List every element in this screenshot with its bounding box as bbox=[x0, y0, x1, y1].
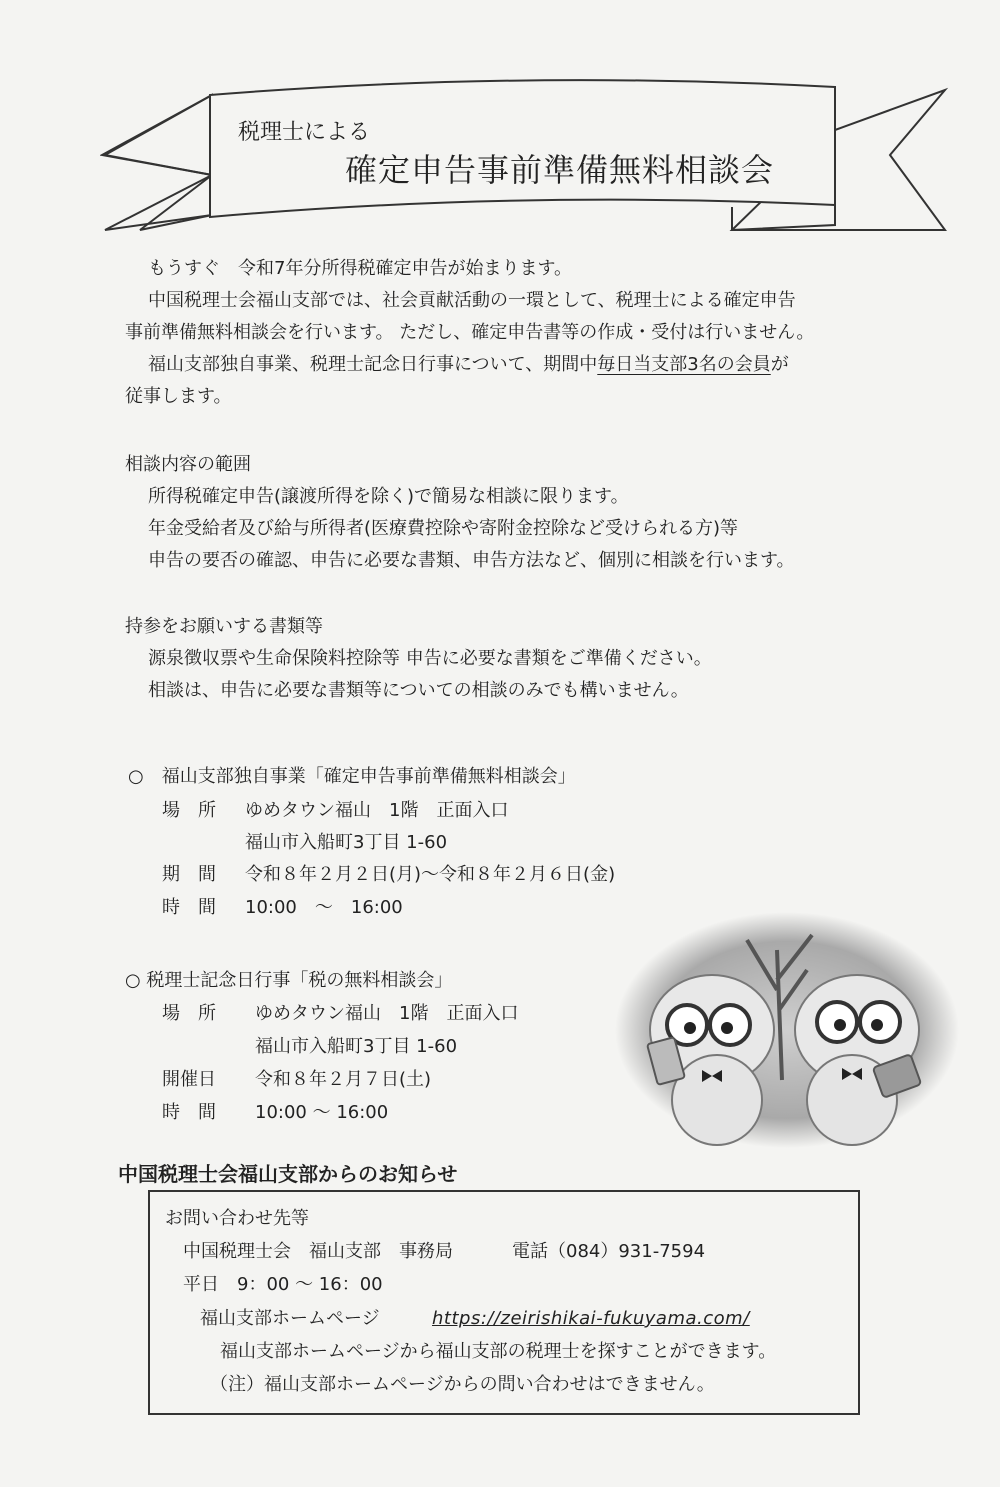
event1-period-value: 令和８年２月２日(月)～令和８年２月６日(金) bbox=[245, 864, 616, 885]
notice-title: 中国税理士会福山支部からのお知らせ bbox=[118, 1162, 458, 1186]
contact-note-1: 福山支部ホームページから福山支部の税理士を探すことができます。 bbox=[220, 1341, 777, 1362]
contact-heading: お問い合わせ先等 bbox=[165, 1208, 309, 1229]
event2-place-value: ゆめタウン福山 1階 正面入口 bbox=[255, 1003, 519, 1024]
event2-heading: ○ 税理士記念日行事「税の無料相談会」 bbox=[125, 970, 453, 991]
intro-line-4 bbox=[148, 356, 789, 374]
scope-heading: 相談内容の範囲 bbox=[125, 454, 251, 475]
documents-line-1: 源泉徴収票や生命保険料控除等 申告に必要な書類をご準備ください。 bbox=[148, 648, 712, 669]
event1-time-value: 10:00 ～ 16:00 bbox=[245, 897, 403, 918]
event1-address: 福山市入船町3丁目 1-60 bbox=[245, 832, 448, 853]
event2-time-label: 時 間 bbox=[162, 1102, 216, 1123]
contact-phone: 電話（084）931-7594 bbox=[512, 1241, 706, 1262]
intro-line-4-underlined: 毎日当支部3名の会員 bbox=[597, 354, 771, 375]
documents-line-2: 相談は、申告に必要な書類等についての相談のみでも構いません。 bbox=[148, 680, 689, 701]
event1-period-label: 期 間 bbox=[162, 864, 216, 885]
event2-place-label: 場 所 bbox=[162, 1003, 216, 1024]
intro-line-2: 中国税理士会福山支部では、社会貢献活動の一環として、税理士による確定申告 bbox=[148, 290, 796, 311]
event1-time-label: 時 間 bbox=[162, 897, 216, 918]
homepage-label: 福山支部ホームページ bbox=[200, 1308, 380, 1329]
event2-address: 福山市入船町3丁目 1-60 bbox=[255, 1036, 458, 1057]
scope-line-3: 申告の要否の確認、申告に必要な書類、申告方法など、個別に相談を行います。 bbox=[148, 550, 795, 571]
intro-line-4-suffix: が bbox=[770, 354, 789, 375]
intro-line-1: もうすぐ 令和7年分所得税確定申告が始まります。 bbox=[148, 258, 573, 279]
intro-line-4-prefix: 福山支部独自事業、税理士記念日行事について、期間中 bbox=[148, 354, 598, 375]
mascot-photo bbox=[612, 910, 962, 1150]
contact-office: 中国税理士会 福山支部 事務局 bbox=[183, 1241, 453, 1262]
event2-date-value: 令和８年２月７日(土) bbox=[255, 1069, 432, 1090]
event2-time-value: 10:00 ～ 16:00 bbox=[255, 1102, 389, 1123]
event1-place-label: 場 所 bbox=[162, 800, 216, 821]
event1-place-value: ゆめタウン福山 1階 正面入口 bbox=[245, 800, 509, 821]
mascot-illustration bbox=[612, 910, 962, 1150]
contact-note-2: （注）福山支部ホームページからの問い合わせはできません。 bbox=[210, 1374, 715, 1395]
scope-line-2: 年金受給者及び給与所得者(医療費控除や寄附金控除など受けられる方)等 bbox=[148, 518, 739, 539]
intro-line-5: 従事します。 bbox=[125, 386, 232, 407]
contact-hours: 平日 9：00 ～ 16：00 bbox=[183, 1274, 383, 1295]
documents-heading: 持参をお願いする書類等 bbox=[125, 616, 323, 637]
scope-line-1: 所得税確定申告(譲渡所得を除く)で簡易な相談に限ります。 bbox=[148, 486, 629, 507]
homepage-url-link[interactable]: https://zeirishikai-fukuyama.com/ bbox=[432, 1308, 750, 1329]
banner-subtitle: 税理士による bbox=[238, 120, 371, 145]
event1-heading: ○ 福山支部独自事業「確定申告事前準備無料相談会」 bbox=[128, 766, 576, 787]
banner-title: 確定申告事前準備無料相談会 bbox=[345, 151, 775, 189]
event2-date-label: 開催日 bbox=[162, 1069, 216, 1090]
intro-line-3: 事前準備無料相談会を行います。 ただし、確定申告書等の作成・受付は行いません。 bbox=[125, 322, 815, 343]
